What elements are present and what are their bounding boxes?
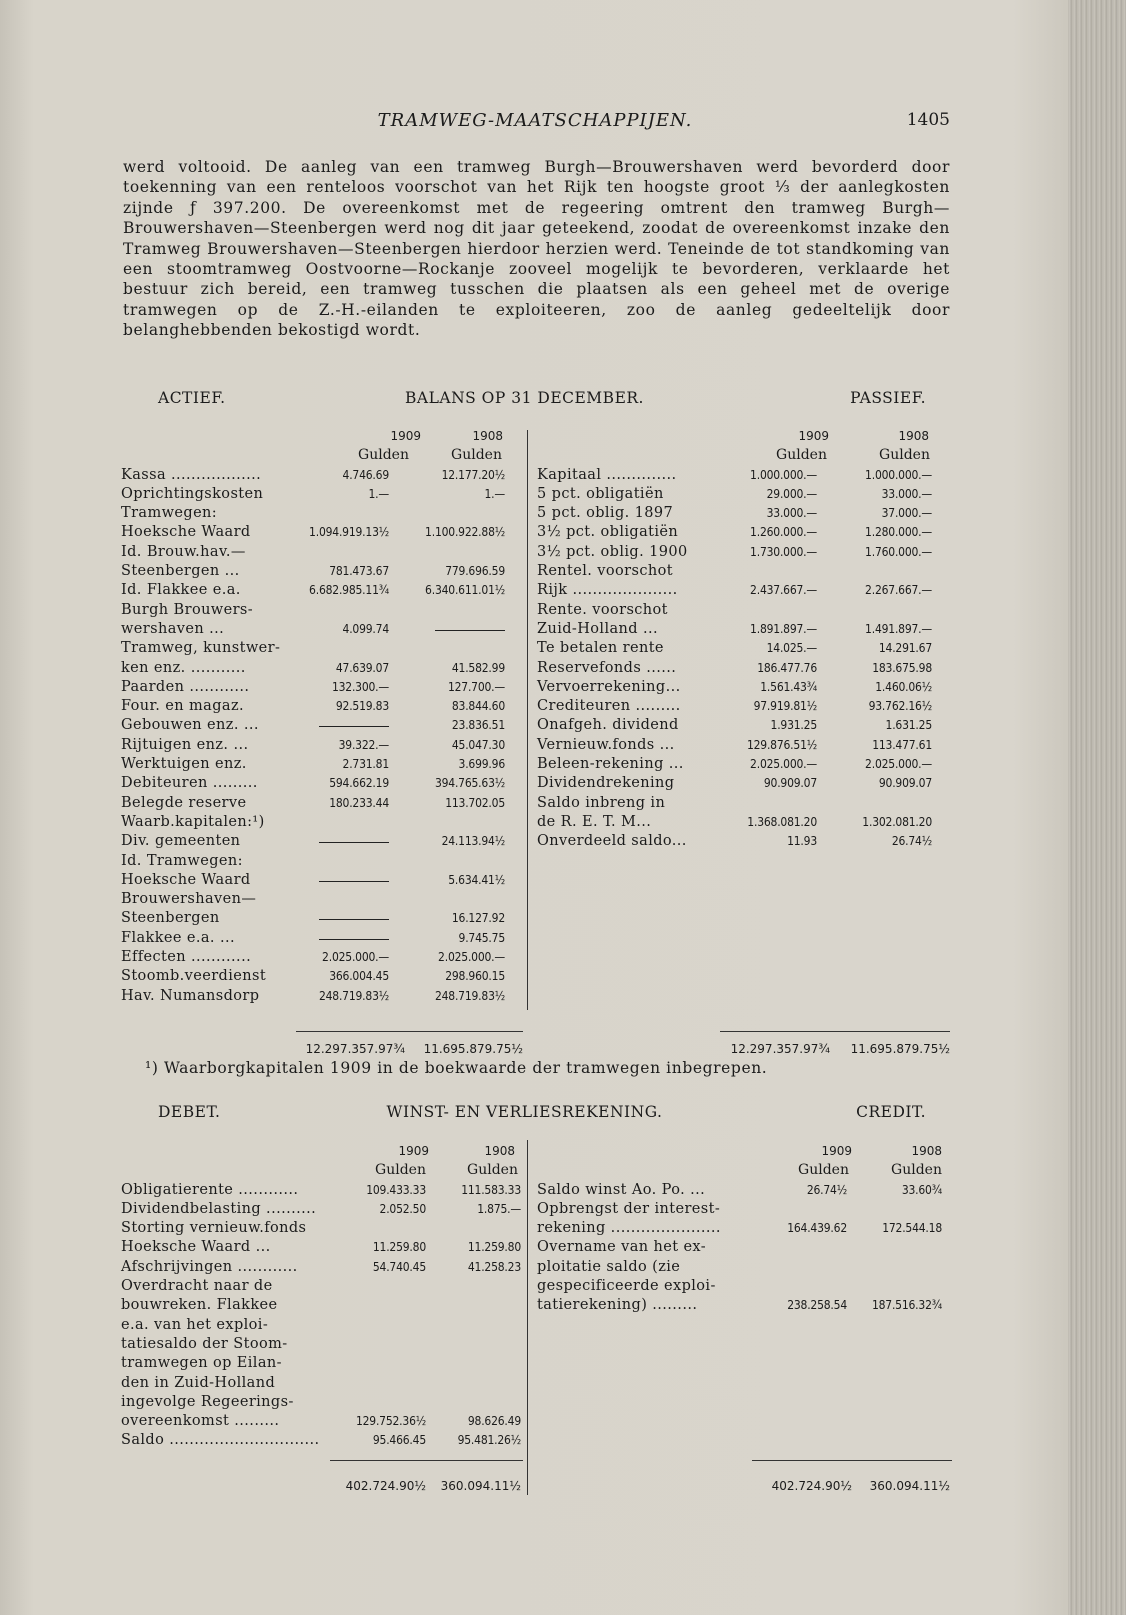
passief-row-label: Dividendrekening xyxy=(537,775,675,792)
debet-row-label: Saldo .............................. xyxy=(121,1432,320,1449)
passief-row-v1908: 1.760.000.— xyxy=(865,544,932,559)
passief-row-label: 3½ pct. oblig. 1900 xyxy=(537,543,688,560)
debet-row xyxy=(121,1296,521,1315)
actief-row-label: Four. en magaz. xyxy=(121,698,244,715)
passief-row-v1909: 1.000.000.— xyxy=(750,467,817,482)
actief-total-1908: 11.695.879.75½ xyxy=(423,1042,523,1056)
passief-row-label: Vernieuw.fonds ... xyxy=(537,736,675,753)
passief-column xyxy=(537,427,942,852)
passief-row-label: de R. E. T. M... xyxy=(537,813,652,830)
actief-row xyxy=(121,755,516,774)
passief-row-v1909: 1.368.081.20 xyxy=(747,814,817,829)
credit-total-1909: 402.724.90½ xyxy=(771,1479,852,1493)
passief-row-v1908: 1.631.25 xyxy=(885,718,932,733)
credit-row xyxy=(537,1238,942,1257)
actief-row-v1909: 1.094.919.13½ xyxy=(309,525,389,540)
debet-row-v1908: 1.875.— xyxy=(477,1201,521,1216)
debet-row xyxy=(121,1200,521,1219)
passief-heading: PASSIEF. xyxy=(850,389,926,407)
passief-row-v1908: 33.000.— xyxy=(881,486,932,501)
actief-row-v1909: 180.233.44 xyxy=(329,795,389,810)
actief-row xyxy=(121,543,516,562)
actief-row-empty-v1909 xyxy=(319,939,389,940)
actief-row-label: Waarb.kapitalen:¹) xyxy=(121,813,265,830)
actief-row-v1909: 1.— xyxy=(368,486,389,501)
debet-row xyxy=(121,1316,521,1335)
balance-heading xyxy=(123,389,926,411)
debet-row xyxy=(121,1335,521,1354)
debet-row-v1908: 95.481.26½ xyxy=(457,1433,521,1448)
actief-unit-1908: Gulden xyxy=(451,447,502,464)
actief-row xyxy=(121,485,516,504)
passief-row-v1909: 1.891.897.— xyxy=(750,621,817,636)
credit-row xyxy=(537,1181,942,1200)
actief-row-v1908: 9.745.75 xyxy=(458,930,505,945)
actief-row-label: Div. gemeenten xyxy=(121,833,241,850)
credit-total-1908: 360.094.11½ xyxy=(869,1479,950,1493)
passief-row xyxy=(537,523,942,542)
actief-row xyxy=(121,832,516,851)
passief-row-v1908: 14.291.67 xyxy=(878,641,932,656)
actief-row-label: Id. Tramwegen: xyxy=(121,852,243,869)
passief-row xyxy=(537,832,942,851)
passief-row xyxy=(537,543,942,562)
credit-row-v1909: 26.74½ xyxy=(806,1182,847,1197)
passief-row xyxy=(537,716,942,735)
actief-row-v1909: 47.639.07 xyxy=(335,660,389,675)
passief-row-label: Rentel. voorschot xyxy=(537,563,673,580)
actief-total-rule xyxy=(296,1031,523,1032)
debet-row-v1909: 109.433.33 xyxy=(366,1182,426,1197)
passief-row xyxy=(537,813,942,832)
winst-title: WINST- EN VERLIESREKENING. xyxy=(386,1103,663,1121)
passief-row-v1909: 14.025.— xyxy=(766,641,817,656)
actief-row-v1908: 298.960.15 xyxy=(445,969,505,984)
passief-row xyxy=(537,659,942,678)
actief-row-v1908: 127.700.— xyxy=(447,679,505,694)
actief-row-label: Tramweg, kunstwer- xyxy=(121,640,281,657)
passief-row-v1909: 1.931.25 xyxy=(770,718,817,733)
passief-row-v1908: 1.000.000.— xyxy=(865,467,932,482)
credit-row-v1908: 187.516.32¾ xyxy=(871,1298,942,1313)
passief-total-rule xyxy=(720,1031,950,1032)
passief-row xyxy=(537,736,942,755)
actief-row-v1909: 6.682.985.11¾ xyxy=(309,583,389,598)
actief-row xyxy=(121,504,516,523)
credit-year-1908: 1908 xyxy=(911,1144,942,1158)
passief-row-label: Rente. voorschot xyxy=(537,601,668,618)
credit-year-1909: 1909 xyxy=(821,1144,852,1158)
credit-unit-1909: Gulden xyxy=(798,1162,849,1179)
credit-row-label: ploitatie saldo (zie xyxy=(537,1258,681,1275)
passief-row-v1908: 1.280.000.— xyxy=(865,525,932,540)
passief-row-label: 5 pct. obligatiën xyxy=(537,485,664,502)
passief-row xyxy=(537,601,942,620)
actief-row-v1908: 779.696.59 xyxy=(445,564,505,579)
actief-row xyxy=(121,890,516,909)
debet-row-v1908: 11.259.80 xyxy=(467,1240,521,1255)
actief-row-label: Oprichtingskosten xyxy=(121,485,264,502)
actief-row-v1908: 394.765.63½ xyxy=(434,776,505,791)
debet-row-label: Overdracht naar de xyxy=(121,1278,273,1295)
credit-row xyxy=(537,1200,942,1219)
actief-year-1908: 1908 xyxy=(472,429,503,443)
passief-row-label: Zuid-Holland ... xyxy=(537,620,658,637)
actief-row-label: Kassa .................. xyxy=(121,466,262,483)
credit-unit-row xyxy=(537,1161,942,1180)
passief-total-1909: 12.297.357.97¾ xyxy=(730,1042,830,1056)
passief-row-v1908: 1.302.081.20 xyxy=(862,814,932,829)
actief-row xyxy=(121,562,516,581)
credit-row xyxy=(537,1296,942,1315)
passief-row-v1908: 183.675.98 xyxy=(872,660,932,675)
passief-row-label: Saldo inbreng in xyxy=(537,794,666,811)
actief-row-v1909: 781.473.67 xyxy=(329,564,389,579)
actief-row xyxy=(121,659,516,678)
passief-row xyxy=(537,755,942,774)
credit-row-v1909: 238.258.54 xyxy=(787,1298,847,1313)
debet-row-label: tatiesaldo der Stoom- xyxy=(121,1335,288,1352)
actief-row xyxy=(121,581,516,600)
passief-row-v1909: 97.919.81½ xyxy=(753,699,817,714)
credit-row xyxy=(537,1277,942,1296)
actief-row-label: Hoeksche Waard xyxy=(121,871,251,888)
credit-row-v1908: 33.60¾ xyxy=(901,1182,942,1197)
passief-row xyxy=(537,794,942,813)
debet-total-rule xyxy=(330,1460,523,1461)
actief-row-label: Id. Brouw.hav.— xyxy=(121,543,246,560)
actief-row-v1909: 366.004.45 xyxy=(329,969,389,984)
actief-row xyxy=(121,852,516,871)
actief-row-label: Belegde reserve xyxy=(121,794,247,811)
passief-row-label: Vervoerrekening... xyxy=(537,678,681,695)
actief-row-v1908: 3.699.96 xyxy=(458,757,505,772)
actief-row xyxy=(121,678,516,697)
debet-year-1909: 1909 xyxy=(398,1144,429,1158)
debet-row xyxy=(121,1258,521,1277)
credit-heading: CREDIT. xyxy=(856,1103,926,1121)
actief-row-label: Hav. Numansdorp xyxy=(121,987,260,1004)
debet-row-label: Obligatierente ............ xyxy=(121,1181,299,1198)
debet-unit-1909: Gulden xyxy=(375,1162,426,1179)
actief-row xyxy=(121,523,516,542)
winst-heading xyxy=(123,1103,926,1125)
passief-row-label: Rijk ..................... xyxy=(537,582,678,599)
credit-row xyxy=(537,1219,942,1238)
actief-row-v1909: 92.519.83 xyxy=(335,699,389,714)
passief-unit-row xyxy=(537,446,942,465)
credit-row-v1908: 172.544.18 xyxy=(882,1221,942,1236)
passief-row-label: Reservefonds ...... xyxy=(537,659,677,676)
actief-row-label: Flakkee e.a. ... xyxy=(121,929,235,946)
passief-row xyxy=(537,774,942,793)
credit-rows xyxy=(537,1181,942,1316)
actief-row-label: Hoeksche Waard xyxy=(121,524,251,541)
actief-row-label: Brouwershaven— xyxy=(121,891,257,908)
actief-unit-1909: Gulden xyxy=(358,447,409,464)
debet-row xyxy=(121,1181,521,1200)
debet-row-v1909: 129.752.36½ xyxy=(355,1414,426,1429)
passief-row-v1908: 2.267.667.— xyxy=(865,583,932,598)
actief-row-label: Steenbergen ... xyxy=(121,563,240,580)
credit-row xyxy=(537,1258,942,1277)
actief-heading: ACTIEF. xyxy=(158,389,226,407)
actief-row-label: Debiteuren ......... xyxy=(121,775,258,792)
actief-row-label: Id. Flakkee e.a. xyxy=(121,582,241,599)
actief-row-v1909: 248.719.83½ xyxy=(318,988,389,1003)
passief-row-v1908: 93.762.16½ xyxy=(868,699,932,714)
actief-row xyxy=(121,987,516,1006)
actief-column xyxy=(121,427,516,1006)
debet-row-v1909: 2.052.50 xyxy=(379,1201,426,1216)
passief-row xyxy=(537,562,942,581)
actief-row-v1908: 45.047.30 xyxy=(451,737,505,752)
actief-row-empty-v1909 xyxy=(319,842,389,843)
credit-year-row xyxy=(537,1142,942,1161)
passief-row xyxy=(537,620,942,639)
actief-row-v1909: 132.300.— xyxy=(331,679,389,694)
actief-row xyxy=(121,948,516,967)
debet-row-label: e.a. van het exploi- xyxy=(121,1316,269,1333)
actief-row-v1908: 6.340.611.01½ xyxy=(425,583,505,598)
debet-row-v1909: 54.740.45 xyxy=(372,1259,426,1274)
balance-title: BALANS OP 31 DECEMBER. xyxy=(405,389,644,407)
actief-row xyxy=(121,774,516,793)
actief-row-v1908: 1.100.922.88½ xyxy=(425,525,505,540)
debet-rows xyxy=(121,1181,521,1451)
actief-row-label: ken enz. ........... xyxy=(121,659,246,676)
actief-row-v1908: 1.— xyxy=(484,486,505,501)
actief-row-v1909: 39.322.— xyxy=(338,737,389,752)
actief-row xyxy=(121,967,516,986)
actief-row-v1908: 248.719.83½ xyxy=(434,988,505,1003)
actief-row-v1908: 83.844.60 xyxy=(451,699,505,714)
page-header xyxy=(120,110,950,134)
passief-row-v1908: 2.025.000.— xyxy=(865,757,932,772)
debet-unit-row xyxy=(121,1161,521,1180)
actief-rows xyxy=(121,466,516,1006)
actief-row-label: Stoomb.veerdienst xyxy=(121,968,267,985)
debet-row-v1909: 11.259.80 xyxy=(372,1240,426,1255)
actief-row xyxy=(121,601,516,620)
actief-row-label: Paarden ............ xyxy=(121,678,250,695)
actief-row-v1908: 41.582.99 xyxy=(451,660,505,675)
passief-row-label: Crediteuren ......... xyxy=(537,698,681,715)
passief-row xyxy=(537,697,942,716)
debet-row-label: den in Zuid-Holland xyxy=(121,1374,276,1391)
passief-row-v1909: 129.876.51½ xyxy=(746,737,817,752)
passief-year-1908: 1908 xyxy=(898,429,929,443)
actief-row xyxy=(121,813,516,832)
actief-unit-row xyxy=(121,446,516,465)
credit-row-label: Opbrengst der interest- xyxy=(537,1200,721,1217)
passief-row-label: Kapitaal .............. xyxy=(537,466,677,483)
passief-unit-1909: Gulden xyxy=(776,447,827,464)
debet-heading: DEBET. xyxy=(158,1103,221,1121)
passief-row-v1909: 2.437.667.— xyxy=(750,583,817,598)
actief-row xyxy=(121,639,516,658)
credit-row-label: rekening ...................... xyxy=(537,1220,721,1237)
actief-row-label: Gebouwen enz. ... xyxy=(121,717,259,734)
actief-row-empty-v1909 xyxy=(319,919,389,920)
debet-row xyxy=(121,1393,521,1412)
actief-row xyxy=(121,794,516,813)
passief-row-label: 5 pct. oblig. 1897 xyxy=(537,505,674,522)
balance-divider xyxy=(527,430,528,1010)
passief-row-v1909: 29.000.— xyxy=(766,486,817,501)
debet-row-v1908: 98.626.49 xyxy=(467,1414,521,1429)
intro-paragraph: werd voltooid. De aanleg van een tramweg Burgh—Brouwershaven werd bevorderd door toekenning van een renteloos voorschot van het Rijk ten hoogste groot ⅓ der aanlegkosten zijnde ƒ 397.200. De overeenkomst met de regeering omtrent den tramweg Burgh—Brouwershaven—Steenbergen werd nog dit jaar geteekend, zoodat de overeenkomst inzake den Tramweg Brouwershaven—Steenbergen hierdoor herzien werd. Teneinde de tot standkoming van een stoomtramweg Oostvoorne—Rockanje zooveel mogelijk te bevorderen, verklaarde het bestuur zich bereid, een tramweg tusschen die plaatsen als een geheel met de overige tramwegen op de Z.-H.-eilanden te exploiteeren, zoo de aanleg gedeeltelijk door belanghebbenden bekostigd wordt. xyxy=(123,158,950,340)
passief-row-v1908: 26.74½ xyxy=(891,834,932,849)
debet-column xyxy=(121,1142,521,1451)
actief-row-label: Burgh Brouwers- xyxy=(121,601,254,618)
debet-row xyxy=(121,1354,521,1373)
actief-row-v1908: 12.177.20½ xyxy=(441,467,505,482)
debet-row-label: Hoeksche Waard ... xyxy=(121,1239,271,1256)
book-binding xyxy=(1068,0,1126,1615)
passief-row-v1908: 1.491.897.— xyxy=(865,621,932,636)
actief-row-label: Tramwegen: xyxy=(121,505,218,522)
debet-row-v1908: 41.258.23 xyxy=(467,1259,521,1274)
passief-row xyxy=(537,678,942,697)
page-number: 1405 xyxy=(906,110,950,130)
actief-row-v1909: 2.025.000.— xyxy=(322,950,389,965)
debet-row xyxy=(121,1277,521,1296)
passief-unit-1908: Gulden xyxy=(879,447,930,464)
actief-row xyxy=(121,620,516,639)
debet-unit-1908: Gulden xyxy=(467,1162,518,1179)
actief-row-label: Werktuigen enz. xyxy=(121,756,247,773)
passief-row-v1909: 2.025.000.— xyxy=(750,757,817,772)
actief-row-label: Effecten ............ xyxy=(121,949,252,966)
debet-row xyxy=(121,1431,521,1450)
passief-row xyxy=(537,485,942,504)
passief-rows xyxy=(537,466,942,852)
passief-row-v1909: 1.730.000.— xyxy=(750,544,817,559)
debet-row xyxy=(121,1238,521,1257)
passief-row-v1908: 90.909.07 xyxy=(878,776,932,791)
debet-row-label: ingevolge Regeerings- xyxy=(121,1393,294,1410)
actief-row-label: Steenbergen xyxy=(121,910,220,927)
actief-row-empty-v1908 xyxy=(435,630,505,631)
passief-row-v1908: 113.477.61 xyxy=(872,737,932,752)
passief-row-v1909: 1.260.000.— xyxy=(750,525,817,540)
actief-row xyxy=(121,871,516,890)
debet-row-label: Afschrijvingen ............ xyxy=(121,1258,298,1275)
actief-year-row xyxy=(121,427,516,446)
debet-row-v1908: 111.583.33 xyxy=(461,1182,521,1197)
actief-row-label: Rijtuigen enz. ... xyxy=(121,736,249,753)
passief-row-v1909: 33.000.— xyxy=(766,506,817,521)
actief-row-v1908: 16.127.92 xyxy=(451,911,505,926)
actief-row-v1909: 4.746.69 xyxy=(342,467,389,482)
debet-year-row xyxy=(121,1142,521,1161)
actief-row xyxy=(121,929,516,948)
credit-total-rule xyxy=(752,1460,952,1461)
passief-row-label: Onverdeeld saldo... xyxy=(537,833,687,850)
debet-row-label: overeenkomst ......... xyxy=(121,1413,280,1430)
actief-row-label: wershaven ... xyxy=(121,620,225,637)
passief-row-v1909: 186.477.76 xyxy=(757,660,817,675)
passief-row-label: 3½ pct. obligatiën xyxy=(537,524,679,541)
actief-row-v1908: 113.702.05 xyxy=(445,795,505,810)
actief-total-1909: 12.297.357.97¾ xyxy=(305,1042,405,1056)
winst-divider xyxy=(527,1140,528,1495)
passief-row-label: Onafgeh. dividend xyxy=(537,717,679,734)
credit-column xyxy=(537,1142,942,1316)
passief-row-v1908: 1.460.06½ xyxy=(875,679,932,694)
debet-total-1909: 402.724.90½ xyxy=(345,1479,426,1493)
debet-row xyxy=(121,1412,521,1431)
actief-row xyxy=(121,466,516,485)
passief-row-v1909: 11.93 xyxy=(787,834,817,849)
debet-row xyxy=(121,1219,521,1238)
actief-row-v1908: 5.634.41½ xyxy=(448,872,505,887)
credit-row-label: tatierekening) ......... xyxy=(537,1297,698,1314)
passief-row-v1908: 37.000.— xyxy=(881,506,932,521)
actief-row-v1908: 24.113.94½ xyxy=(441,834,505,849)
passief-row-label: Beleen-rekening ... xyxy=(537,756,684,773)
passief-row xyxy=(537,466,942,485)
actief-row-v1909: 4.099.74 xyxy=(342,621,389,636)
actief-row xyxy=(121,909,516,928)
debet-total-1908: 360.094.11½ xyxy=(440,1479,521,1493)
footnote: ¹) Waarborgkapitalen 1909 in de boekwaarde der tramwegen inbegrepen. xyxy=(145,1059,768,1077)
passief-row xyxy=(537,504,942,523)
actief-row-v1908: 23.836.51 xyxy=(451,718,505,733)
actief-row xyxy=(121,697,516,716)
passief-row xyxy=(537,581,942,600)
credit-unit-1908: Gulden xyxy=(891,1162,942,1179)
actief-row-empty-v1909 xyxy=(319,881,389,882)
debet-row-label: Storting vernieuw.fonds xyxy=(121,1220,307,1237)
passief-year-row xyxy=(537,427,942,446)
debet-row-label: tramwegen op Eilan- xyxy=(121,1355,282,1372)
passief-year-1909: 1909 xyxy=(798,429,829,443)
debet-row-label: Dividendbelasting .......... xyxy=(121,1200,317,1217)
credit-row-label: gespecificeerde exploi- xyxy=(537,1278,716,1295)
passief-row-v1909: 90.909.07 xyxy=(763,776,817,791)
actief-row xyxy=(121,736,516,755)
debet-year-1908: 1908 xyxy=(484,1144,515,1158)
passief-total-1908: 11.695.879.75½ xyxy=(850,1042,950,1056)
running-title: TRAMWEG-MAATSCHAPPIJEN. xyxy=(377,110,693,131)
actief-row-v1908: 2.025.000.— xyxy=(438,950,505,965)
credit-row-label: Overname van het ex- xyxy=(537,1239,707,1256)
debet-row xyxy=(121,1374,521,1393)
passief-row xyxy=(537,639,942,658)
credit-row-v1909: 164.439.62 xyxy=(787,1221,847,1236)
actief-row-v1909: 594.662.19 xyxy=(329,776,389,791)
actief-year-1909: 1909 xyxy=(390,429,421,443)
passief-row-v1909: 1.561.43¾ xyxy=(760,679,817,694)
debet-row-label: bouwreken. Flakkee xyxy=(121,1297,278,1314)
actief-row-empty-v1909 xyxy=(319,726,389,727)
debet-row-v1909: 95.466.45 xyxy=(372,1433,426,1448)
passief-row-label: Te betalen rente xyxy=(537,640,664,657)
actief-row xyxy=(121,716,516,735)
credit-row-label: Saldo winst Ao. Po. ... xyxy=(537,1181,706,1198)
actief-row-v1909: 2.731.81 xyxy=(342,757,389,772)
